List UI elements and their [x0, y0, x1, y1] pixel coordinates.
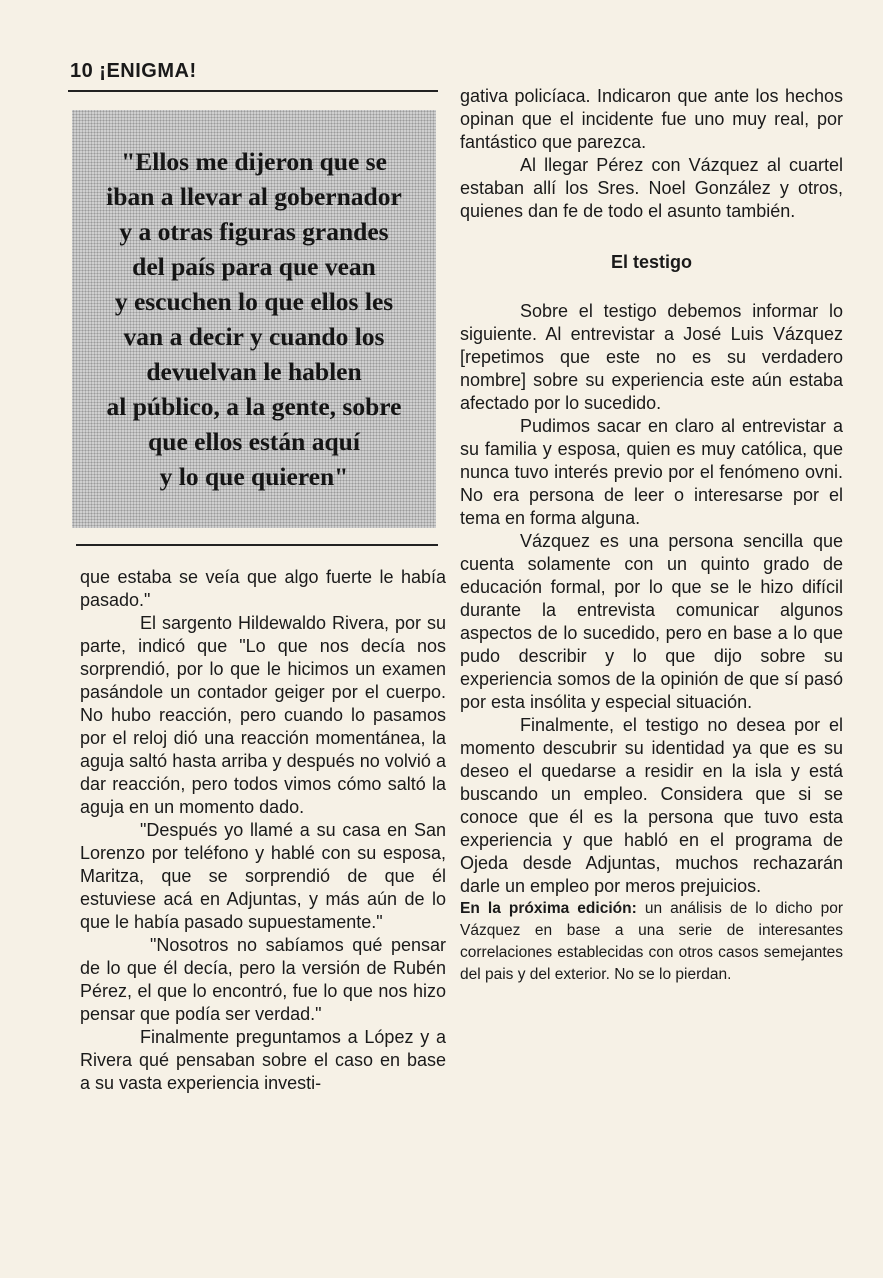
quote-line: del país para que vean — [132, 252, 376, 281]
body-paragraph: que estaba se veía que algo fuerte le había pasado." — [80, 567, 452, 610]
next-edition-text: un análisis de lo dicho por Vázquez en base a una serie de interesantes correlaciones establecidas con otros casos semejantes del pais y del exterior. No se lo pierdan. — [460, 900, 848, 983]
section-heading: El testigo — [610, 252, 692, 272]
header-rule — [68, 90, 438, 92]
body-paragraph: Pudimos sacar en claro al entrevistar a su familia y esposa, quien es muy católica, que nunca tuvo interés previo por el fenómeno ovni. No era persona de leer o interesarse por el tema en forma alguna. — [460, 416, 849, 528]
page-header: 10 ¡ENIGMA! — [70, 60, 197, 82]
body-paragraph: "Después yo llamé a su casa en San Lorenzo por teléfono y hablé con su esposa, Maritza, que se sorprendió de que él estuviese acá en Adjuntas, y más aún de lo que le había pasado supuestamente." — [80, 820, 452, 932]
quote-line: al público, a la gente, sobre — [106, 392, 402, 421]
body-paragraph: Finalmente, el testigo no desea por el momento descubrir su identidad ya que es su deseo el quedarse a residir en la isla y está buscando un empleo. Considera que si se conoce que él es la persona que tuvo esta experiencia y que habló en el programa de Ojeda desde Adjuntas, muchos rechazarán darle un empleo por meros prejuicios. — [460, 715, 849, 896]
quote-line: y lo que quieren" — [159, 462, 349, 491]
quote-line: "Ellos me dijeron que se — [121, 147, 387, 176]
right-column — [460, 85, 849, 986]
body-paragraph: gativa policíaca. Indicaron que ante los hechos opinan que el incidente fue uno muy real, por fantástico que parezca. — [460, 86, 849, 152]
quote-line: y escuchen lo que ellos les — [114, 287, 394, 316]
quote-line: y a otras figuras grandes — [119, 217, 389, 246]
body-paragraph: Sobre el testigo debemos informar lo siguiente. Al entrevistar a José Luis Vázquez [repetimos que este no es su verdadero nombre] sobre su experiencia este aún estaba afectado por lo sucedido. — [460, 301, 849, 413]
quote-bottom-rule — [76, 544, 438, 546]
left-column — [80, 566, 452, 1095]
body-paragraph: Vázquez es una persona sencilla que cuenta solamente con un quinto grado de educación formal, por lo que se le hizo difícil durante la entrevista comunicar algunos aspectos de lo sucedido, pero en base a lo que pudo describir y lo que dijo sobre su experiencia somos de la opinión de que sí pasó por esta insólita y especial situación. — [460, 531, 849, 712]
quote-line: van a decir y cuando los — [123, 322, 385, 351]
quote-line: iban a llevar al gobernador — [106, 182, 402, 211]
next-edition-lead: En la próxima edición: — [460, 900, 637, 917]
next-edition-note — [460, 898, 848, 986]
quote-line: devuelvan le hablen — [146, 357, 362, 386]
body-paragraph: El sargento Hildewaldo Rivera, por su parte, indicó que "Lo que nos decía nos sorprendió, por lo que le hicimos un examen pasándole un contador geiger por el cuerpo. No hubo reacción, pero cuando lo pasamos por el reloj dió una reacción momentánea, la aguja saltó hasta arriba y después no volvió a dar reacción, pero todos vimos cómo saltó la aguja en un momento dado. — [80, 613, 452, 817]
pull-quote-box — [72, 110, 436, 528]
body-paragraph: Al llegar Pérez con Vázquez al cuartel estaban allí los Sres. Noel González y otros, quienes dan fe de todo el asunto también. — [460, 155, 849, 221]
body-paragraph: "Nosotros no sabíamos qué pensar de lo que él decía, pero la versión de Rubén Pérez, el que lo encontró, fue lo que nos hizo pensar que podía ser verdad." — [80, 935, 452, 1024]
pull-quote — [72, 144, 436, 494]
quote-line: que ellos están aquí — [148, 427, 360, 456]
body-paragraph: Finalmente preguntamos a López y a Rivera qué pensaban sobre el caso en base a su vasta experiencia investi- — [80, 1027, 452, 1093]
